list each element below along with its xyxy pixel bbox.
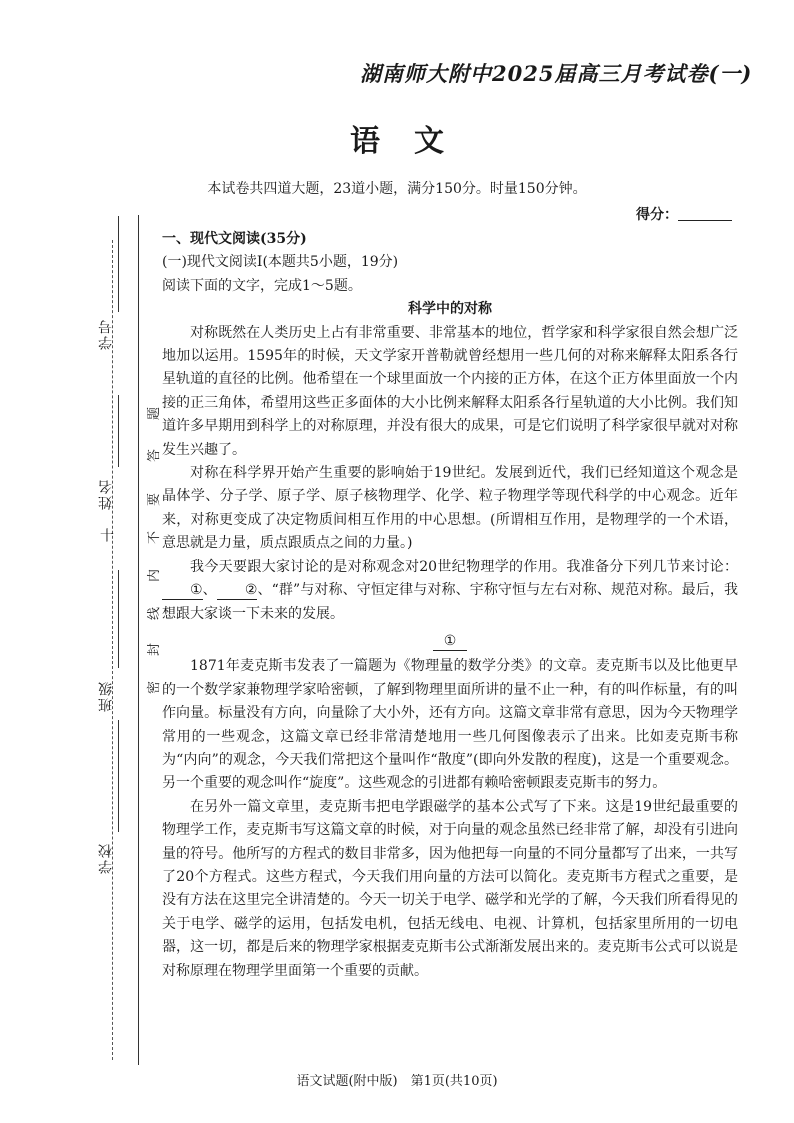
seal-char: 不: [147, 530, 163, 545]
seal-char: 线: [147, 606, 163, 621]
seal-char: 内: [147, 568, 163, 583]
exam-instructions: 本试卷共四道大题，23道小题，满分150分。时量150分钟。: [207, 181, 587, 197]
seal-char: 题: [147, 406, 163, 421]
separator: 、: [202, 582, 217, 599]
section-heading: 一、现代文阅读(35分): [162, 231, 307, 247]
seal-char: 要: [147, 492, 163, 507]
binding-margin: [0, 0, 163, 1123]
name-label: 姓名: [98, 478, 114, 510]
exam-body: [162, 228, 738, 983]
score-label: 得分：: [636, 207, 678, 223]
seal-char: 答: [147, 448, 163, 463]
seal-char: 封: [147, 642, 163, 657]
name-field[interactable]: [118, 395, 119, 467]
paragraph: 对称在科学界开始产生重要的影响始于19世纪。发展到近代，我们已经知道这个观念是晶体学、分子学、原子学、原子核物理学、化学、粒子物理学等现代科学的中心观念。近年来，对称更变成了决定物质间相互作用的中心思想。(所谓相互作用，是物理学的一个术语，意思就是力量，质点跟质点之间的力量。): [162, 465, 738, 552]
paragraph: 对称既然在人类历史上占有非常重要、非常基本的地位，哲学家和科学家很自然会想广泛地加以运用。1595年的时候，天文学家开普勒就曾经想用一些几何的对称来解释太阳系各行星轨道的直径的比例。他希望在一个球里面放一个内接的正方体，在这个正方体里面放一个内接的正三角体，希望用这些正多面体的大小比例来解释太阳系各行星轨道的大小比例。我们知道许多早期用到科学上的对称原理，并没有很大的成果，可是它们说明了科学家很早就对对称发生兴趣了。: [162, 324, 738, 458]
class-field[interactable]: [118, 570, 119, 668]
paragraph-with-blanks: [162, 556, 738, 626]
school-label: 学校: [98, 842, 114, 874]
subsection-marker-row: [162, 630, 738, 653]
plus-mark: 十: [98, 528, 114, 544]
paragraph-text: 我今天要跟大家讨论的是对称观念对20世纪物理学的作用。我准备分下列几节来讨论：: [190, 558, 738, 575]
school-field[interactable]: [118, 720, 119, 832]
paragraph: 1871年麦克斯韦发表了一篇题为《物理量的数学分类》的文章。麦克斯韦以及比他更早的一个数学家兼物理学家哈密顿，了解到物理里面所讲的量不止一种，有的叫作标量，有的叫作向量。标量没有方向，向量除了大小外，还有方向。这篇文章非常有意思，因为今天物理学常用的一些观念，这篇文章已经非常清楚地用一些几何图像表示了出来。比如麦克斯韦称为“内向”的观念，今天我们常把这个量叫作“散度”(即向外发散的程度)，这是一个重要观念。另一个重要的观念叫作“旋度”。这些观念的引进都有赖哈密顿跟麦克斯韦的努力。: [162, 658, 738, 792]
directions: 阅读下面的文字，完成1～5题。: [162, 277, 362, 294]
answer-blank-1[interactable]: ①: [162, 581, 203, 600]
cut-line: [112, 240, 113, 1060]
sub-heading: (一)现代文阅读Ⅰ(本题共5小题，19分): [162, 254, 399, 271]
answer-blank-2[interactable]: ②: [217, 581, 258, 600]
subject-title: 语文: [350, 124, 478, 159]
article-title: 科学中的对称: [408, 301, 492, 318]
class-label: 班级: [98, 680, 114, 712]
binding-line: [138, 215, 139, 1065]
subsection-marker: ①: [433, 632, 467, 651]
seal-char: 密: [147, 680, 163, 695]
score-blank[interactable]: [678, 206, 732, 221]
page-footer: 语文试题(附中版) 第1页(共10页): [296, 1074, 498, 1089]
exam-title: 湖南师大附中2025届高三月考试卷(一): [360, 61, 753, 86]
score-field: [636, 204, 732, 224]
paragraph: 在另外一篇文章里，麦克斯韦把电学跟磁学的基本公式写了下来。这是19世纪最重要的物理学工作，麦克斯韦写这篇文章的时候，对于向量的观念虽然已经非常了解，却没有引进向量的符号。他所写的方程式的数目非常多，因为他把每一向量的不同分量都写了出来，一共写了20个方程式。这些方程式，今天我们用向量的方法可以简化。麦克斯韦方程式之重要，是没有方法在这里完全讲清楚的。今天一切关于电学、磁学和光学的了解，今天我们所看得见的关于电学、磁学的运用，包括发电机，包括无线电、电视、计算机，包括家里所用的一切电器，这一切，都是后来的物理学家根据麦克斯韦公式渐渐发展出来的。麦克斯韦公式可以说是对称原理在物理学里面第一个重要的贡献。: [162, 798, 738, 979]
student-id-label: 学号: [98, 318, 114, 350]
paragraph-text: 、“群”与对称、守恒定律与对称、宇称守恒与左右对称、规范对称。最后，我想跟大家谈一下未来的发展。: [162, 582, 739, 622]
student-id-field[interactable]: [118, 216, 119, 312]
